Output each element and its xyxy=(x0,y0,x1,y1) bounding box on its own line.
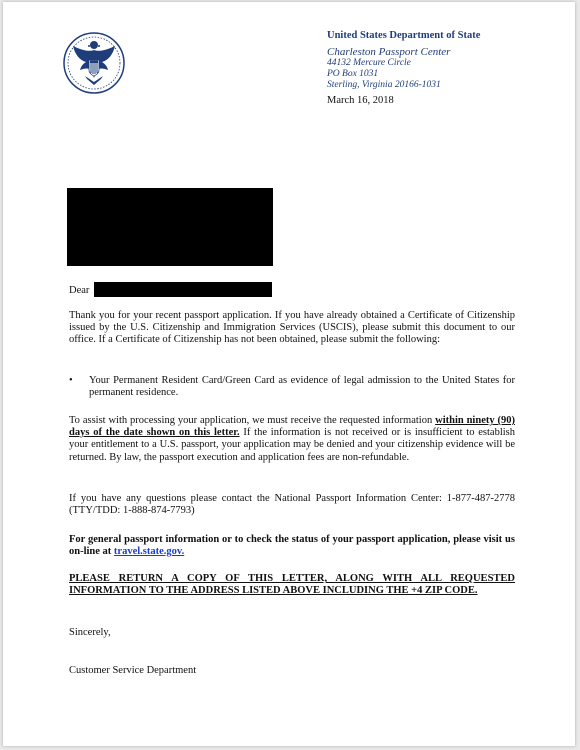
address-line: PO Box 1031 xyxy=(327,69,379,79)
salutation: Dear xyxy=(69,285,90,296)
department-seal-icon xyxy=(63,32,125,94)
contact-paragraph: If you have any questions please contact the National Passport Information Center: 1-877-487-2778 (TTY/TDD: 1-888-874-7793) xyxy=(69,493,515,517)
bullet-glyph: • xyxy=(69,375,73,386)
redacted-recipient-name xyxy=(94,282,272,297)
closing: Sincerely, xyxy=(69,627,111,638)
deadline-text-rest: If the information is not received or is insufficient to establish your entitlement to a U.S. passport, your application may be denied and your citizenship evidence will be returned. By law, the passport execution and application fees are non-refundable. xyxy=(69,427,515,463)
center-name: Charleston Passport Center xyxy=(327,46,451,58)
signature: Customer Service Department xyxy=(69,665,197,676)
return-notice: PLEASE RETURN A COPY OF THIS LETTER, ALONG WITH ALL REQUESTED INFORMATION TO THE ADDRESS LISTED ABOVE INCLUDING THE +4 ZIP CODE. xyxy=(69,573,515,597)
bullet-text: Your Permanent Resident Card/Green Card as evidence of legal admission to the United States for permanent residence. xyxy=(89,375,515,399)
address-line: Sterling, Virginia 20166-1031 xyxy=(327,80,441,90)
online-paragraph xyxy=(69,534,515,558)
letterhead xyxy=(327,30,567,107)
letter-date: March 16, 2018 xyxy=(327,95,394,106)
deadline-emphasis: within ninety (90) days of the date shown on this letter. xyxy=(69,415,515,439)
online-text: For general passport information or to check the status of your passport application, please visit us on-line at xyxy=(69,534,515,558)
address-line: 44132 Mercure Circle xyxy=(327,58,411,68)
intro-paragraph: Thank you for your recent passport application. If you have already obtained a Certificate of Citizenship issued by the U.S. Citizenship and Immigration Services (USCIS), please submit this document to our office. If a Certificate of Citizenship has not been obtained, please submit the following: xyxy=(69,310,515,346)
travel-state-gov-link[interactable]: travel.state.gov. xyxy=(113,546,185,558)
department-name: United States Department of State xyxy=(327,30,481,41)
deadline-text: To assist with processing your application, we must receive the requested information xyxy=(69,415,436,426)
deadline-paragraph xyxy=(69,415,515,464)
letter-page xyxy=(3,2,575,746)
redacted-recipient-address xyxy=(67,188,273,266)
